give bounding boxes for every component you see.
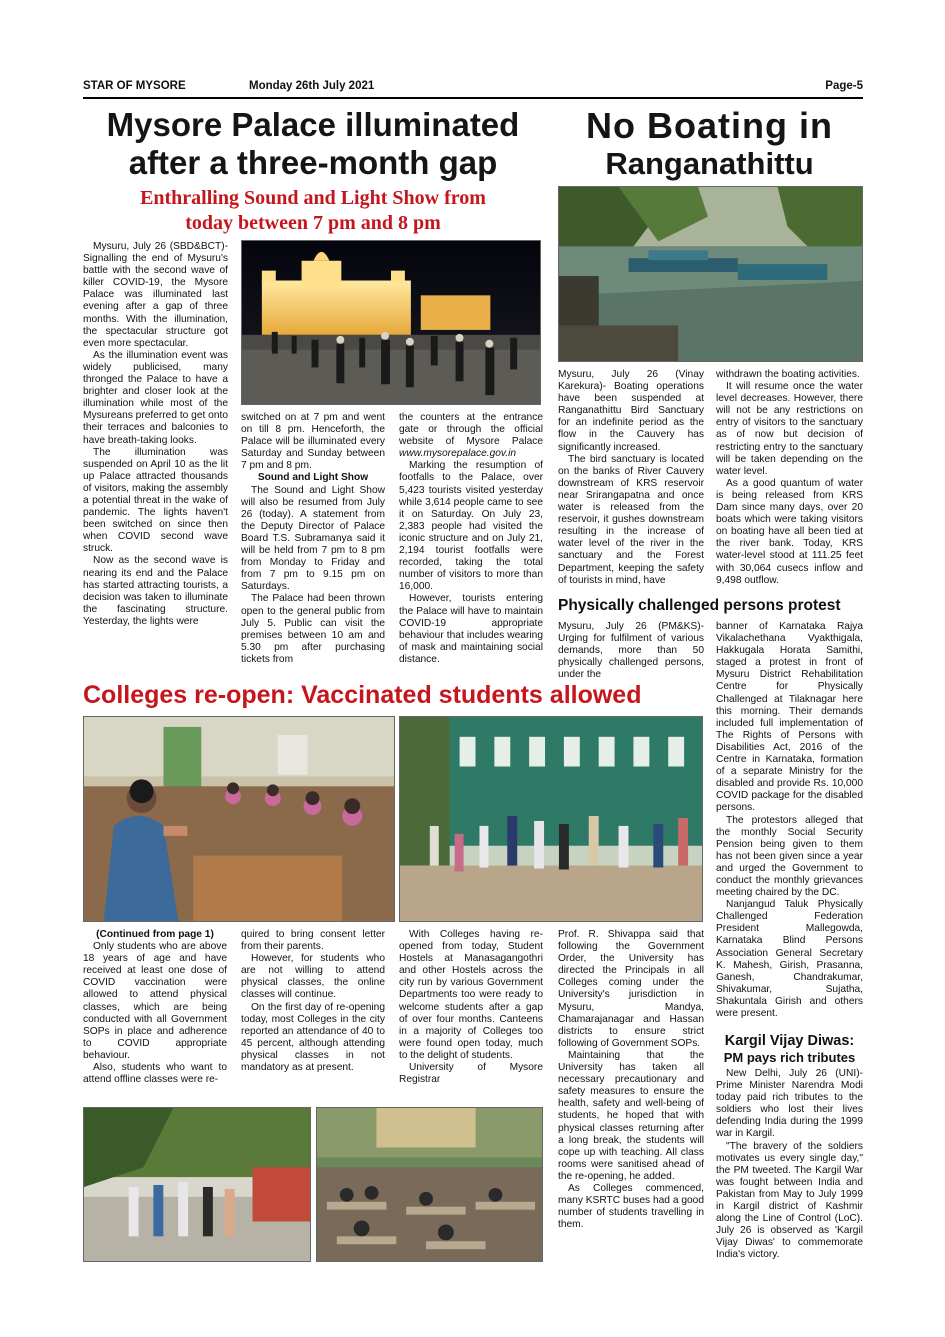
protest-col2-para1: banner of Karnataka Rajya Vikalachethana Vyakthigala, Hakkugala Horata Samithi, staged a protest in front of Mysuru District Rehabilitation Centre for Physically Challenged at Tilaknagar here this morning. Their demands included full implementation of The Rights of Persons with Disabilities Act, 2016 of the Centre in Karnataka, formation of a separate Ministry for the disabled and provide Rs. 10,000 COVID package for the disabled persons. [716, 621, 863, 814]
boating-headline [556, 106, 863, 182]
colleges-col4-para2: Maintaining that the University has taken all necessary precautionary and safety measures to ensure the health, safety and well-being of students, he hoped that with physical classes returning after a long break, the students will cope up with teaching. All class rooms were sanitised ahead of the re-opening, he added. [558, 1049, 704, 1182]
palace-col3-para1 [399, 412, 543, 460]
colleges-col2-para2: However, for students who are not willing to attend physical classes, the online classes will continue. [241, 953, 385, 1001]
colleges-col2-para3: On the first day of re-opening today, most Colleges in the city reported an attendance of 40 to 45 percent, although attending physical classes in not mandatory as at present. [241, 1001, 385, 1074]
palace-col2-para1: switched on at 7 pm and went on till 8 pm. Henceforth, the Palace will be illuminated every Saturday and Sunday between 7 pm and 8 pm. [241, 412, 385, 472]
colleges-headline: Colleges re-open: Vaccinated students allowed [83, 681, 642, 709]
boating-col1-para2: The bird sanctuary is located on the banks of River Cauvery downstream of KRS reservoir near Srirangapatna and once water is released from the reservoir, it gushes downstream resulting in the increase of water level of the river in the sanctuary and the Forest Department, keeping the safety of tourists in mind, have [558, 453, 704, 586]
kargil-headline-line1: Kargil Vijay Diwas: [724, 1033, 855, 1049]
boating-column-2 [716, 369, 863, 587]
colleges-col1-para2: Also, students who want to attend offline classes were re- [83, 1062, 227, 1086]
palace-col1-para2: As the illumination event was widely publicised, many thronged the Palace to have a brighter and closer look at the illumination while most of the Mysureans preferred to get onto their terraces and balconies to have breath-taking looks. [83, 349, 228, 446]
boating-headline-line1: No Boating in [586, 105, 833, 146]
boating-col1-para1: Mysuru, July 26 (Vinay Karekura)- Boating operations have been suspended at Ranganathittu Bird Sanctuary for an indefinite period as the flow in the Cauvery has significantly increased. [558, 369, 704, 453]
masthead-rule [83, 97, 863, 99]
palace-col2-para3: The Palace had been thrown open to the general public from July 5. Public can visit the premises between 10 am and 5.30 pm after purchasing tickets from [241, 593, 385, 665]
protest-column-2 [716, 621, 863, 1020]
colleges-column-1 [83, 929, 227, 1086]
palace-headline-line2: after a three-month gap [128, 144, 498, 181]
protest-col2-para2: The protestors alleged that the monthly Social Security Pension being given to them has not been given since a year and urged the Government to conduct the monthly grievances meeting chaired by the DC. [716, 814, 863, 899]
palace-column-1 [83, 241, 228, 628]
colleges-column-2 [241, 929, 385, 1074]
palace-column-2 [241, 412, 385, 666]
masthead [83, 80, 863, 98]
issue-date: Monday 26th July 2021 [249, 80, 375, 92]
palace-headline-line1: Mysore Palace illuminated [106, 106, 520, 143]
page-number: Page-5 [825, 80, 863, 92]
palace-col3-para3: However, tourists entering the Palace will have to maintain COVID-19 appropriate behaviour that includes wearing of mask and maintaining social distance. [399, 593, 543, 665]
colleges-col3-para1: With Colleges having re-opened from today, Student Hostels at Manasagangothri and other Hostels across the city run by various Government Departments too were ready to welcome students after a gap of over four months. Canteens in a majority of Colleges too were found open today, much to the delight of students. [399, 929, 543, 1061]
palace-col3-para2: Marking the resumption of footfalls to the Palace, over 5,423 tourists visited yesterday while 3,614 people came to see it on Saturday. On July 23, 2,383 people had visited the iconic structure and on July 21, 2,194 tourist footfalls were recorded, taking the total number of visitors to more than 16,000. [399, 460, 543, 593]
continued-from-page-1: (Continued from page 1) [96, 929, 214, 940]
boating-column-1 [558, 369, 704, 587]
palace-col1-para1: Mysuru, July 26 (SBD&BCT)- Signalling the end of Mysuru's battle with the second wave of killer COVID-19, the Mysore Palace was illuminated last evening after a gap of three months. With the illumination, the spectacular structure got even more spectacular. [83, 241, 228, 349]
colleges-col2-para1: quired to bring consent letter from their parents. [241, 929, 385, 953]
colleges-column-4 [558, 929, 704, 1231]
kargil-headline-line2: PM pays rich tributes [723, 1050, 856, 1065]
palace-headline [83, 106, 543, 182]
colleges-col4-para3: As Colleges commenced, many KSRTC buses had a good number of students travelling in them. [558, 1182, 704, 1231]
classroom-teacher-photo [83, 716, 395, 922]
kargil-para1: New Delhi, July 26 (UNI)- Prime Minister Narendra Modi today paid rich tributes to the soldiers who lost their lives defending India during the 1999 war in Kargil. [716, 1068, 863, 1140]
paper-name: STAR OF MYSORE [83, 80, 186, 92]
boating-headline-line2: Ranganathittu [605, 146, 814, 181]
kargil-headline [716, 1033, 863, 1066]
palace-website-link[interactable]: www.mysorepalace.gov.in [399, 448, 517, 460]
kargil-column [716, 1068, 863, 1262]
boating-col2-para1: withdrawn the boating activities. [716, 369, 860, 380]
colleges-col4-para1: Prof. R. Shivappa said that following the Government Order, the University has directed the Principals in all Colleges coming under the University's jurisdiction in Mysuru, Mandya, Chamarajanagar and Hassan districts to ensure strict following of Government SOPs. [558, 929, 704, 1049]
students-seated-campus-photo [316, 1107, 543, 1262]
boating-col2-para3: As a good quantum of water is being released from KRS Dam since many days, over 20 boats which were taking visitors on boating have all been tied at the river bank. Today, KRS water-level stood at 111.25 feet with 30,064 cusecs inflow and 9,498 outflow. [716, 477, 863, 586]
protest-col2-para3: Nanjangud Taluk Physically Challenged Federation President Mallegowda, Karnataka Blind Persons Association General Secretary K. Mahesh, Girish, Prasanna, Ganesh, Chandrakumar, Shivakumar, Sujatha, Shakuntala Girish and others were present. [716, 899, 863, 1019]
boating-col2-para2: It will resume once the water level decreases. However, there will not be any restrictions on entry of visitors to the sanctuary as of now but decision of restricting entry to the sanctuary will be taken depending on the water level. [716, 381, 863, 477]
palace-subhead-line1: Enthralling Sound and Light Show from [140, 187, 486, 209]
palace-subhead [83, 186, 543, 236]
palace-col2-para2: The Sound and Light Show will also be resumed from July 26 (today). A statement from the Deputy Director of Palace Board T.S. Subramanya said it will be held from 7 pm to 8 pm from Monday to Friday and from 7 pm to 9.15 pm on Saturdays. [241, 484, 385, 593]
palace-subhead-line2: today between 7 pm and 8 pm [185, 212, 441, 234]
kargil-para2: "The bravery of the soldiers motivates us every single day," the PM tweeted. The Kargil War was fought between India and Pakistan from May to July 1999 in Kargil district of Kashmir along the Line of Control (LoC). July 26 is observed as 'Kargil Vijay Diwas' to commemorate India's victory. [716, 1140, 863, 1261]
protest-column-1 [558, 621, 704, 681]
colleges-col1-para1: Only students who are above 18 years of age and have received at least one dose of COVID vaccination were allowed to attend physical classes, which are being conducted with all Government SOPs in place and adherence to COVID appropriate behaviour. [83, 941, 227, 1061]
colleges-col3-para2: University of Mysore Registrar [399, 1062, 543, 1086]
colleges-column-3 [399, 929, 543, 1086]
palace-column-3 [399, 412, 543, 666]
protest-headline: Physically challenged persons protest [558, 597, 841, 614]
palace-col1-para4: Now as the second wave is nearing its end and the Palace has started attracting tourists, a decision was taken to illuminate the fascinating structure. Yesterday, the lights were [83, 555, 228, 627]
sound-light-subhead: Sound and Light Show [257, 472, 369, 484]
protest-col1-para1: Mysuru, July 26 (PM&KS)- Urging for fulfilment of various demands, more than 50 physically challenged persons, under the [558, 621, 704, 681]
ranganathittu-river-photo [558, 186, 863, 362]
palace-col3-para1-text: the counters at the entrance gate or through the official website of Mysore Palace [399, 412, 543, 448]
students-walking-road-photo [83, 1107, 311, 1262]
palace-col1-para3: The illumination was suspended on April 10 as the lit up Palace attracted thousands of visitors, making the assembly a potential threat in the wake of pandemic. The lights haven't been switched on since then when COVID second wave struck. [83, 446, 228, 555]
palace-illumination-photo [241, 240, 541, 405]
campus-students-photo [399, 716, 703, 922]
